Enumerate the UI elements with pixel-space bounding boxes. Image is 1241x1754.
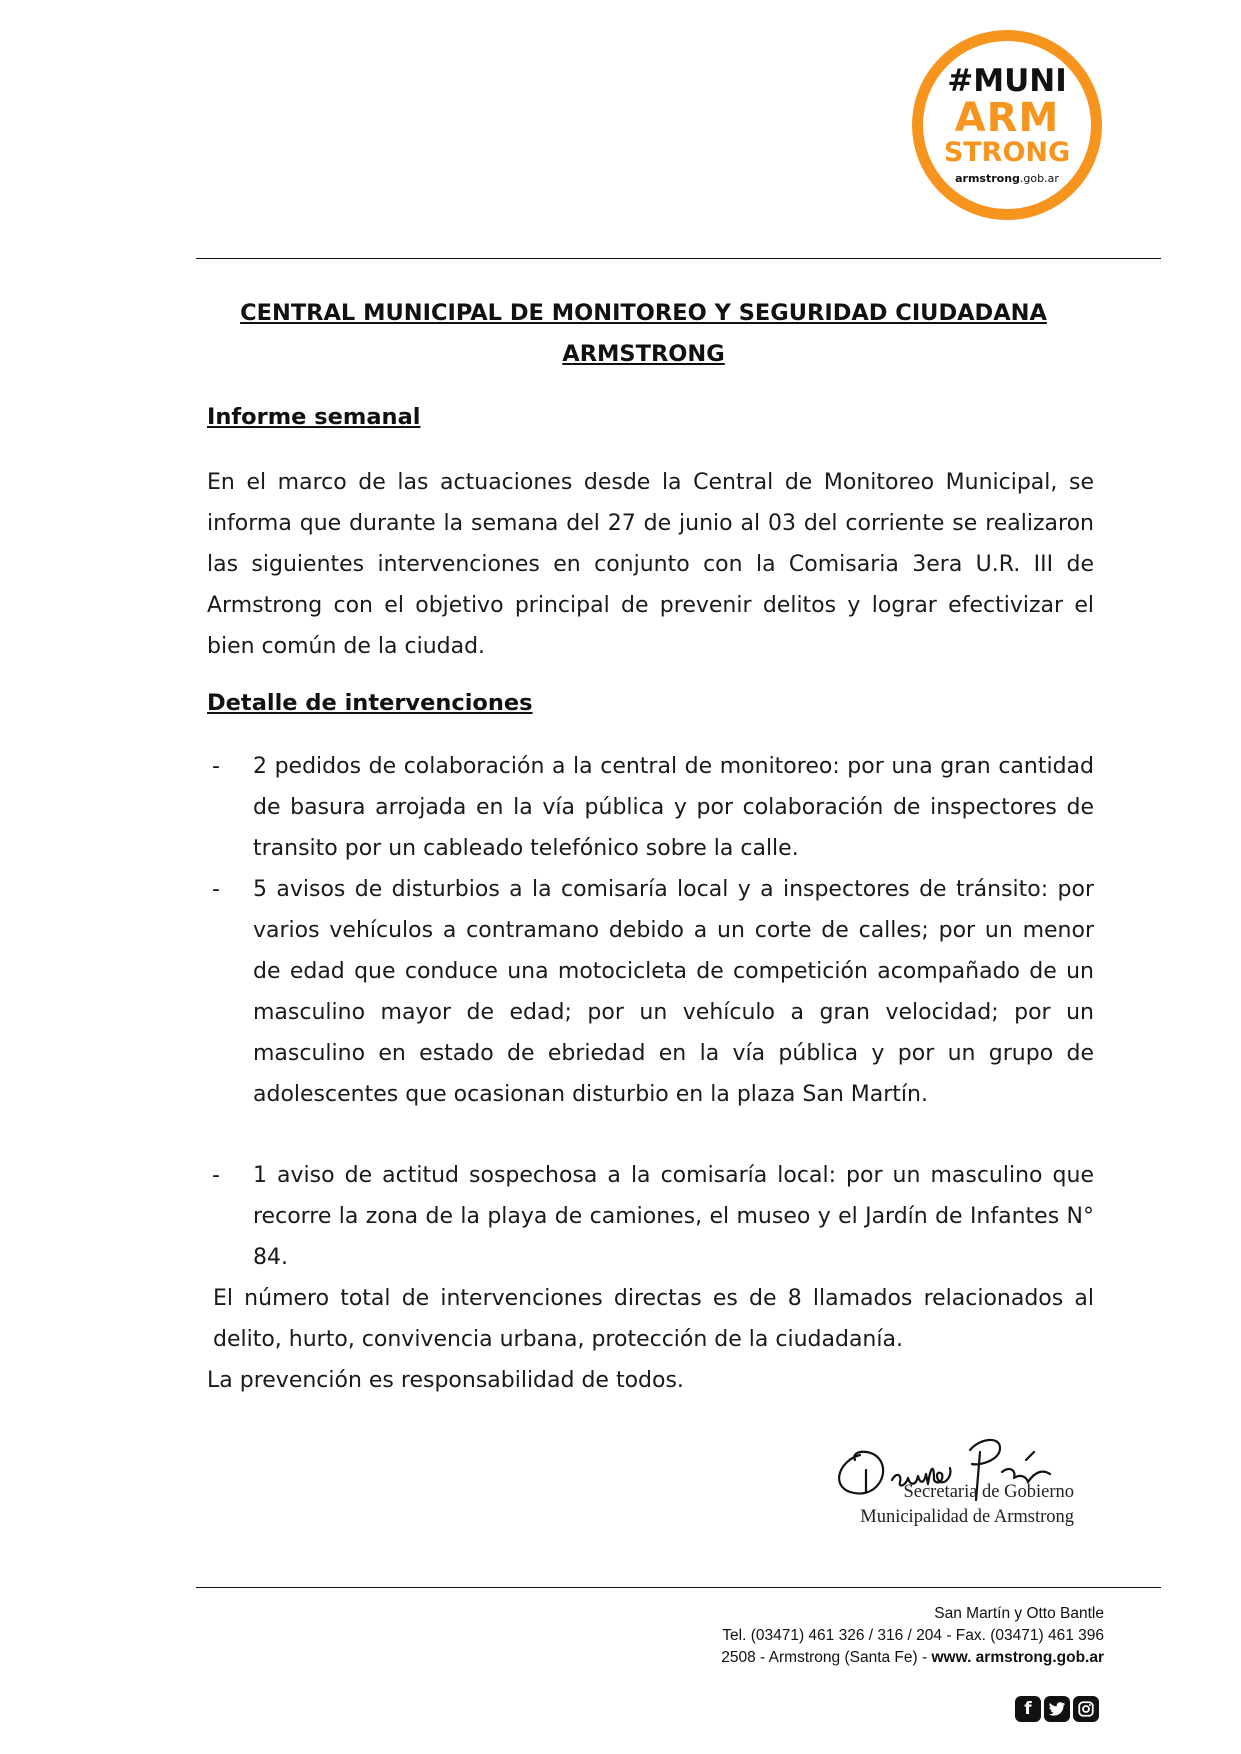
signer-organization: Municipalidad de Armstrong bbox=[860, 1507, 1074, 1527]
logo-line-strong: STRONG bbox=[943, 136, 1071, 168]
footer-address: San Martín y Otto Bantle bbox=[934, 1605, 1104, 1622]
document-title-line1: CENTRAL MUNICIPAL DE MONITOREO Y SEGURIDAD CIUDADANA bbox=[240, 300, 1047, 326]
summary-paragraph: El número total de intervenciones directas es de 8 llamados relacionados al delito, hurto, convivencia urbana, protección de la ciudadanía. bbox=[213, 1286, 1094, 1352]
list-item-text: 1 aviso de actitud sospechosa a la comisaría local: por un masculino que recorre la zona de la playa de camiones, el museo y el Jardín de Infantes N° 84. bbox=[253, 1163, 1094, 1270]
list-dash: - bbox=[212, 754, 220, 779]
muni-armstrong-logo bbox=[912, 30, 1102, 220]
facebook-icon[interactable]: f bbox=[1015, 1696, 1041, 1722]
footer-divider bbox=[196, 1587, 1161, 1588]
logo-line-muni: #MUNI bbox=[947, 62, 1067, 99]
list-item bbox=[207, 869, 1094, 1115]
informe-paragraph: En el marco de las actuaciones desde la Central de Monitoreo Municipal, se informa que durante la semana del 27 de junio al 03 del corriente se realizaron las siguientes intervenciones en conjunto con la Comisaria 3era U.R. III de Armstrong con el objetivo principal de prevenir delitos y lograr efectivizar el bien común de la ciudad. bbox=[207, 470, 1094, 659]
logo-line-arm: ARM bbox=[954, 94, 1060, 141]
logo-domain: armstrong.gob.ar bbox=[955, 171, 1059, 185]
section-heading-informe: Informe semanal bbox=[207, 404, 421, 430]
closing-line: La prevención es responsabilidad de todos. bbox=[207, 1368, 684, 1393]
social-icons bbox=[1015, 1696, 1099, 1722]
list-item bbox=[207, 746, 1094, 869]
document-title-line2: ARMSTRONG bbox=[562, 341, 725, 367]
section-heading-detalle: Detalle de intervenciones bbox=[207, 690, 533, 716]
header-divider bbox=[196, 258, 1161, 259]
list-dash: - bbox=[212, 1163, 220, 1188]
signer-role: Secretaria de Gobierno bbox=[903, 1482, 1074, 1502]
instagram-icon[interactable] bbox=[1073, 1696, 1099, 1722]
footer-website-link[interactable]: www. armstrong.gob.ar bbox=[931, 1649, 1104, 1666]
list-dash: - bbox=[212, 877, 220, 902]
list-item-text: 5 avisos de disturbios a la comisaría local y a inspectores de tránsito: por varios vehículos a contramano debido a un corte de calles; por un menor de edad que conduce una motocicleta de competición acompañado de un masculino mayor de edad; por un vehículo a gran velocidad; por un masculino en estado de ebriedad en la vía pública y por un grupo de adolescentes que ocasionan disturbio en la plaza San Martín. bbox=[253, 877, 1094, 1107]
footer-phones: Tel. (03471) 461 326 / 316 / 204 - Fax. (03471) 461 396 bbox=[722, 1627, 1104, 1644]
list-item bbox=[207, 1155, 1094, 1278]
footer-city-website: 2508 - Armstrong (Santa Fe) - www. armstrong.gob.ar bbox=[721, 1649, 1104, 1666]
list-item-text: 2 pedidos de colaboración a la central de monitoreo: por una gran cantidad de basura arrojada en la vía pública y por colaboración de inspectores de transito por un cableado telefónico sobre la calle. bbox=[253, 754, 1094, 861]
twitter-icon[interactable] bbox=[1044, 1696, 1070, 1722]
